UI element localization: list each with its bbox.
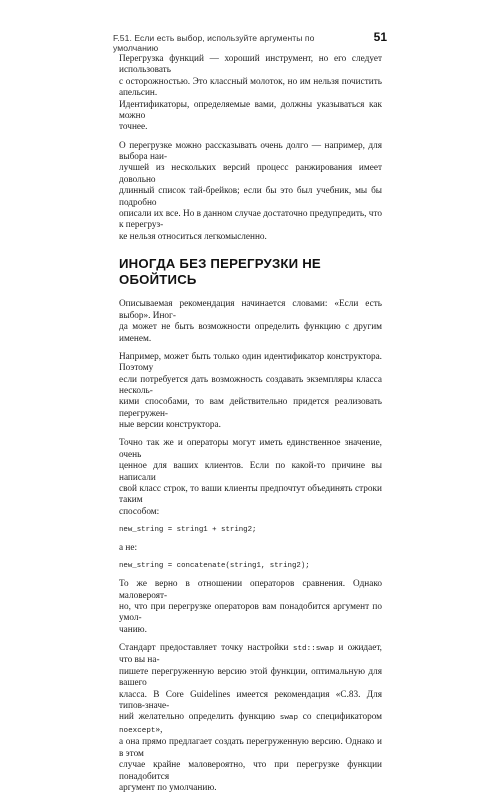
running-header	[113, 30, 387, 53]
text-line: ные версии конструктора.	[119, 420, 221, 431]
paragraph-7	[119, 579, 382, 636]
text-line: а она прямо предлагает создать перегруженную версию. Однако и в этом	[119, 737, 382, 759]
text-line: свой класс строк, то ваши клиенты предпочтут объединять строки таким	[119, 483, 382, 506]
text-line: описали их все. Но в данном случае достаточно предупредить, что к перегруз-	[119, 209, 382, 231]
text-line	[119, 712, 382, 737]
text-run: »,	[155, 724, 163, 735]
text-run: со спецификатором	[298, 712, 382, 723]
text-line: случае крайне маловероятно, что при перегрузке функции понадобится	[119, 760, 382, 782]
text-line: точнее.	[119, 122, 148, 133]
text-line: аргумент по умолчанию.	[119, 782, 217, 793]
text-line: лучшей из нескольких версий процесс ранжирования имеет довольно	[119, 163, 382, 185]
text-line: способом:	[119, 506, 160, 517]
text-line	[119, 643, 382, 667]
code-sample-2: new_string = concatenate(string1, string2);	[119, 562, 310, 571]
paragraph-6: а не:	[119, 543, 138, 553]
paragraph-4	[119, 352, 382, 432]
inline-code: noexcept	[119, 726, 156, 735]
text-line: но, что при перегрузке операторов вам понадобится аргумент по умол-	[119, 602, 382, 624]
text-line: пишете перегруженную версию этой функции, оптимальную для вашего	[119, 666, 382, 689]
text-line: То же верно в отношении операторов сравнения. Однако маловероят-	[119, 579, 382, 601]
running-title: F.51. Если есть выбор, используйте аргументы по умолчанию	[113, 33, 315, 53]
text-line: если потребуется дать возможность создавать экземпляры класса несколь-	[119, 374, 382, 396]
text-line: ценное для ваших клиентов. Если по какой-то причине вы написали	[119, 461, 382, 483]
paragraph-1	[119, 54, 382, 134]
text-line: да может не быть возможности определить функцию с другим именем.	[119, 322, 382, 344]
text-run: и ожидает, что вы на-	[119, 643, 382, 666]
inline-code: swap	[279, 714, 299, 723]
paragraph-5	[119, 438, 382, 518]
paragraph-2	[119, 141, 382, 244]
paragraph-8	[119, 643, 382, 794]
text-line: Идентификаторы, определяемые вами, должны указываться как можно	[119, 99, 382, 122]
text-line: ке нельзя относиться легкомысленно.	[119, 231, 267, 242]
text-line: с осторожностью. Это классный молоток, но им нельзя почистить апельсин.	[119, 76, 382, 99]
page-body	[119, 54, 382, 801]
page-number: 51	[373, 30, 387, 44]
text-line: кими способами, то вам действительно придется реализовать перегружен-	[119, 397, 382, 419]
inline-code: std::swap	[292, 645, 334, 654]
text-line: О перегрузке можно рассказывать очень долго — например, для выбора наи-	[119, 140, 382, 163]
text-line: Перегрузка функций — хороший инструмент, но его следует использовать	[119, 54, 382, 76]
text-line: класса. В Core Guidelines имеется рекомендация «C.83. Для типов-значе-	[119, 689, 382, 712]
text-line: Точно так же и операторы могут иметь единственное значение, очень	[119, 438, 382, 460]
text-line: чанию.	[119, 624, 147, 635]
section-heading: ИНОГДА БЕЗ ПЕРЕГРУЗКИ НЕ ОБОЙТИСЬ	[119, 256, 321, 288]
code-sample-1: new_string = string1 + string2;	[119, 526, 257, 534]
paragraph-3	[119, 299, 382, 345]
text-run: Стандарт предоставляет точку настройки	[119, 643, 293, 654]
text-run: ний желательно определить функцию	[119, 712, 280, 723]
text-line: Например, может быть только один идентификатор конструктора. Поэтому	[119, 351, 382, 374]
text-line: длинный список тай-брейков; если бы это был учебник, мы бы подробно	[119, 186, 382, 208]
text-line: Описываемая рекомендация начинается словами: «Если есть выбор». Иног-	[119, 299, 382, 321]
